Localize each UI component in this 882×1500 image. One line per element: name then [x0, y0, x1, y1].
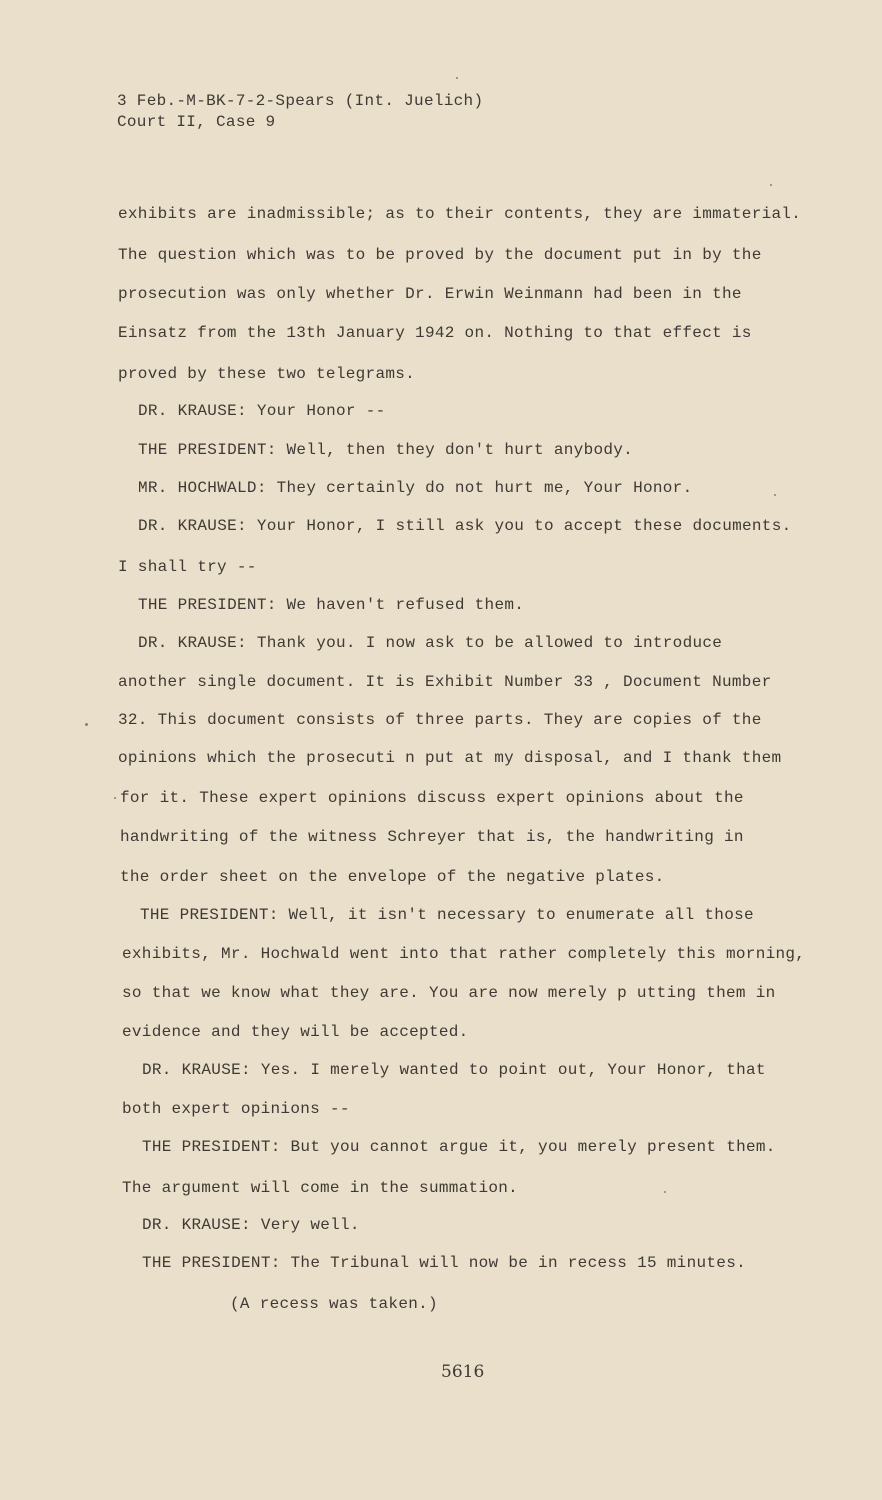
body-line: THE PRESIDENT: But you cannot argue it, you merely present them.: [142, 1138, 776, 1156]
header-line-2: Court II, Case 9: [117, 113, 276, 131]
body-line: for it. These expert opinions discuss expert opinions about the: [120, 789, 744, 807]
body-line: prosecution was only whether Dr. Erwin Weinmann had been in the: [118, 285, 742, 303]
body-line: the order sheet on the envelope of the negative plates.: [120, 868, 665, 886]
paper-speck: [770, 184, 772, 186]
paper-speck: [456, 77, 458, 79]
body-line: 32. This document consists of three parts. They are copies of the: [118, 711, 762, 729]
body-line: DR. KRAUSE: Yes. I merely wanted to point out, Your Honor, that: [142, 1061, 766, 1079]
body-line: evidence and they will be accepted.: [122, 1023, 469, 1041]
body-line: proved by these two telegrams.: [118, 365, 416, 383]
paper-speck: [114, 797, 116, 799]
body-line: DR. KRAUSE: Very well.: [142, 1216, 360, 1234]
body-line: opinions which the prosecuti n put at my disposal, and I thank them: [118, 749, 782, 767]
body-line: DR. KRAUSE: Your Honor, I still ask you to accept these documents.: [138, 517, 792, 535]
body-line: handwriting of the witness Schreyer that is, the handwriting in: [120, 828, 744, 846]
body-line: another single document. It is Exhibit Number 33 , Document Number: [118, 673, 772, 691]
paper-speck: [664, 1191, 666, 1193]
body-line: THE PRESIDENT: The Tribunal will now be in recess 15 minutes.: [142, 1254, 746, 1272]
body-line: so that we know what they are. You are now merely p utting them in: [122, 984, 776, 1002]
body-line: The question which was to be proved by the document put in by the: [118, 246, 762, 264]
body-line: (A recess was taken.): [230, 1295, 438, 1313]
body-line: Einsatz from the 13th January 1942 on. Nothing to that effect is: [118, 324, 752, 342]
body-line: exhibits are inadmissible; as to their contents, they are immaterial.: [118, 205, 802, 223]
body-line: exhibits, Mr. Hochwald went into that rather completely this morning,: [122, 945, 806, 963]
body-line: both expert opinions --: [122, 1100, 350, 1118]
body-line: THE PRESIDENT: Well, then they don't hurt anybody.: [138, 441, 634, 459]
body-line: THE PRESIDENT: Well, it isn't necessary to enumerate all those: [140, 906, 754, 924]
body-line: THE PRESIDENT: We haven't refused them.: [138, 596, 525, 614]
header-line-1: 3 Feb.-M-BK-7-2-Spears (Int. Juelich): [117, 92, 484, 110]
body-line: The argument will come in the summation.: [122, 1179, 519, 1197]
paper-speck: [774, 494, 776, 496]
body-line: DR. KRAUSE: Your Honor --: [138, 402, 386, 420]
paper-speck: [85, 723, 88, 726]
body-line: I shall try --: [118, 558, 257, 576]
page-number: 5616: [441, 1362, 485, 1382]
body-line: MR. HOCHWALD: They certainly do not hurt me, Your Honor.: [138, 479, 693, 497]
body-line: DR. KRAUSE: Thank you. I now ask to be allowed to introduce: [138, 634, 723, 652]
